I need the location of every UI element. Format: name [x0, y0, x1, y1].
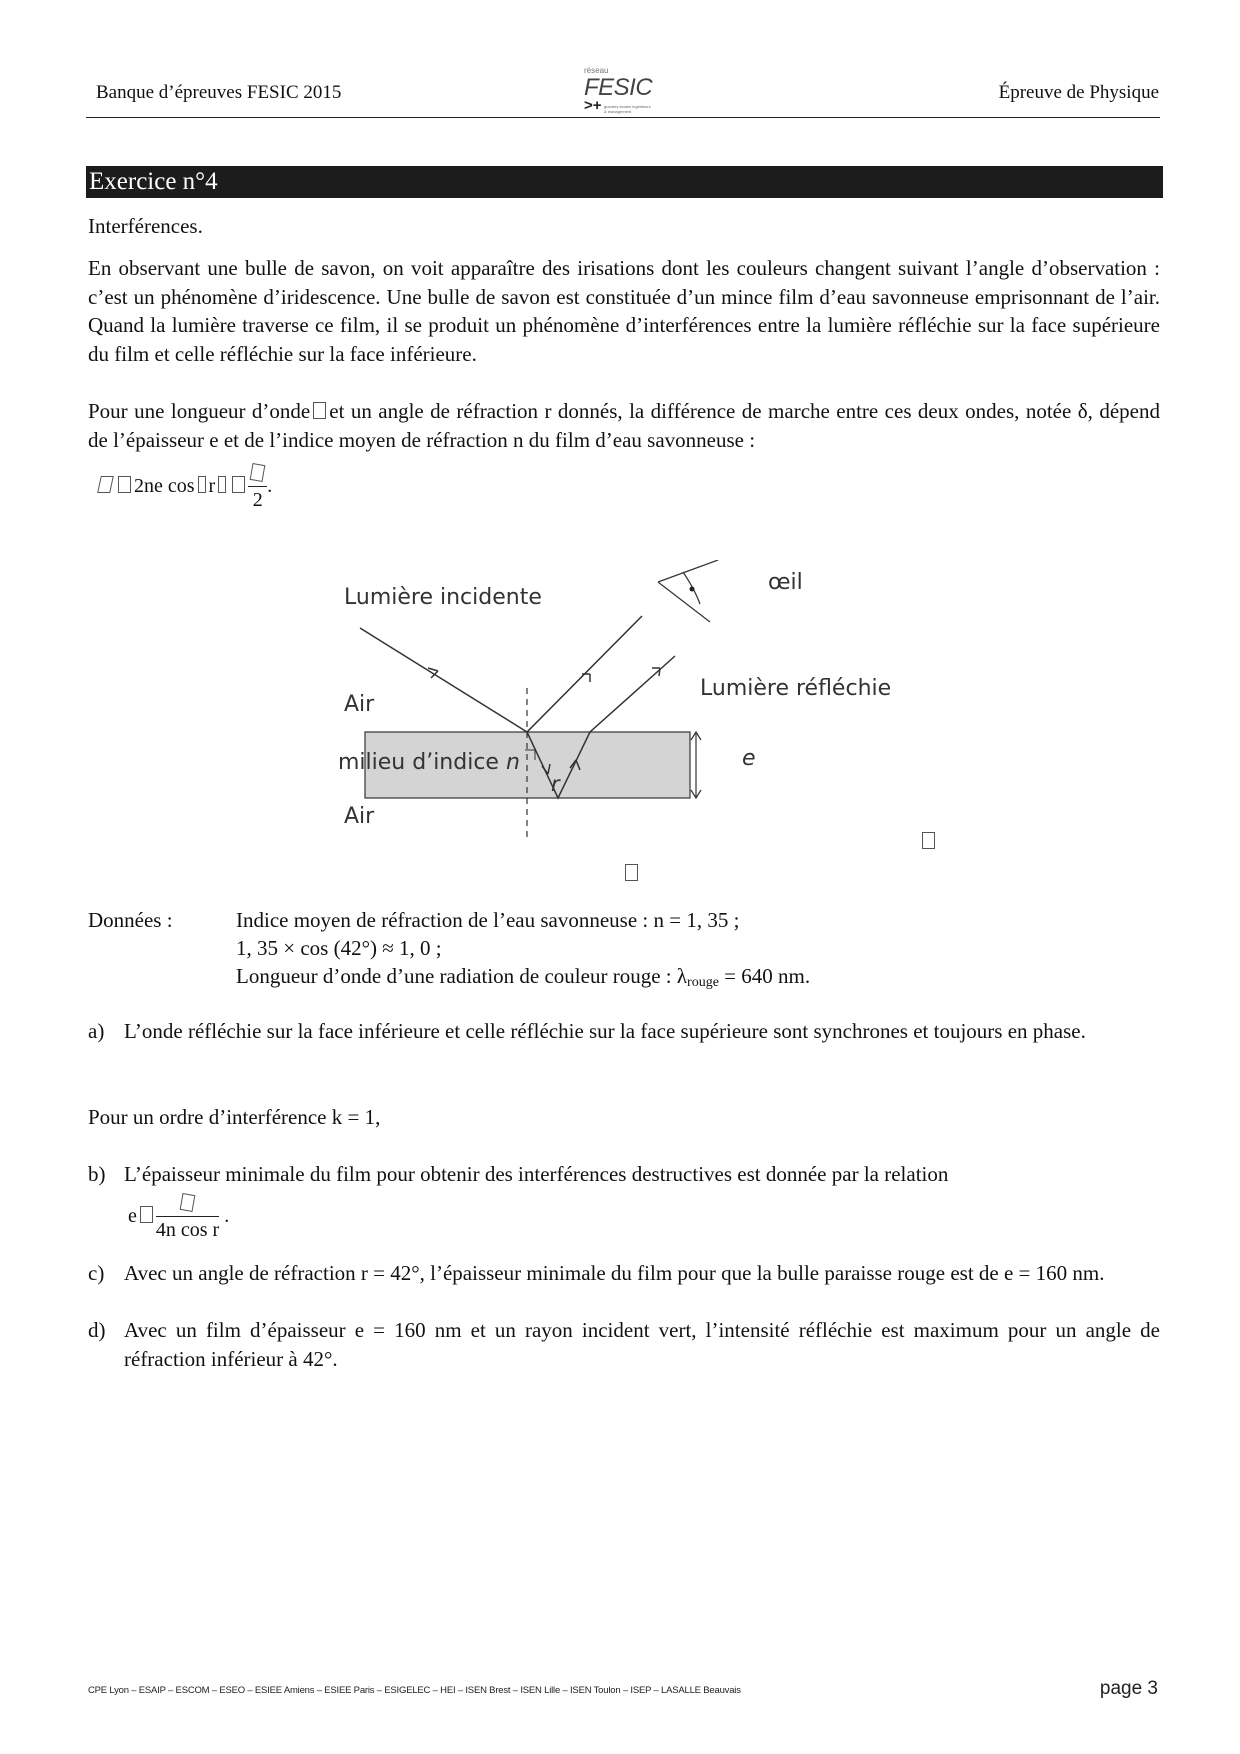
logo-name: FESIC — [584, 74, 653, 101]
paragraph2-end: et un angle de réfraction r donnés, la différence de marche entre ces deux ondes, notée δ, dépend de l’épaisseur e et de l’indice moyen de réfraction n du film d’eau savonneuse : — [88, 399, 1160, 452]
label-angle: r — [551, 772, 560, 796]
donnees-line3-value: = 640 nm. — [718, 964, 811, 988]
paren-placeholder-icon — [198, 476, 206, 493]
fesic-logo — [580, 66, 680, 118]
thickness-formula-denominator: 4n cos r — [155, 1219, 220, 1241]
question-c — [88, 1259, 1160, 1288]
delta-formula: 2ne cos r 2 . — [96, 462, 272, 513]
formula-lhs: 2ne cos — [134, 475, 195, 498]
question-b-label: b) — [88, 1162, 106, 1186]
placeholder-glyph-icon — [922, 832, 935, 849]
donnees-line3-text: Longueur d’onde d’une radiation de couleur rouge : λ — [236, 964, 688, 988]
label-medium-text: milieu d’indice — [338, 750, 506, 775]
label-thickness: e — [742, 746, 756, 771]
interlude: Pour un ordre d’interférence k = 1, — [88, 1105, 381, 1129]
header-right: Épreuve de Physique — [998, 82, 1159, 103]
question-b-text: L’épaisseur minimale du film pour obtenir des interférences destructives est donnée par la relation — [124, 1162, 949, 1186]
exercise-subject: Interférences. — [88, 214, 203, 238]
lambda-placeholder-icon — [313, 402, 326, 419]
formula-denominator: 2 — [252, 489, 263, 511]
footer-page: page 3 — [1099, 1678, 1158, 1699]
lambda-placeholder-icon — [180, 1193, 196, 1212]
placeholder-glyph-icon — [625, 864, 638, 881]
logo-tag: réseau — [584, 66, 609, 75]
footer-schools: CPE Lyon – ESAIP – ESCOM – ESEO – ESIEE Amiens – ESIEE Paris – ESIGELEC – HEI – ISEN Brest – ISEN Lille – ISEN Toulon – ISEP – LASALLE Beauvais — [88, 1685, 741, 1696]
label-reflected: Lumière réfléchie — [700, 676, 892, 701]
equals-placeholder-icon — [118, 476, 131, 493]
label-eye: œil — [768, 570, 803, 595]
lambda-placeholder-icon — [250, 463, 266, 482]
question-d — [88, 1316, 1160, 1373]
question-c-text: Avec un angle de réfraction r = 42°, l’épaisseur minimale du film pour que la bulle paraisse rouge est de e = 160 nm. — [124, 1261, 1105, 1285]
question-c-label: c) — [88, 1261, 105, 1285]
intro-paragraph: En observant une bulle de savon, on voit apparaître des irisations dont les couleurs changent suivant l’angle d’observation : c’est un phénomène d’iridescence. Une bulle de savon est constituée d’un mince film d’eau savonneuse emprisonnant de l’air. Quand la lumière traverse ce film, il se produit un phénomène d’interférences entre la lumière réfléchie sur la face supérieure du film et celle réfléchie sur la face inférieure. — [88, 256, 1160, 366]
thickness-formula-lhs: e — [128, 1205, 137, 1228]
question-a-text: L’onde réfléchie sur la face inférieure et celle réfléchie sur la face supérieure sont synchrones et toujours en phase. — [124, 1019, 1086, 1043]
question-d-label: d) — [88, 1318, 106, 1342]
delta-placeholder-icon — [97, 476, 114, 493]
donnees-line1: Indice moyen de réfraction de l’eau savonneuse : n = 1, 35 ; — [236, 908, 740, 932]
label-medium-n: n — [505, 750, 520, 775]
exercise-title: Exercice n°4 — [86, 166, 1163, 198]
question-a — [88, 1017, 1160, 1046]
paren-placeholder-icon — [218, 476, 226, 493]
header-rule — [86, 117, 1160, 118]
donnees-label: Données : — [88, 908, 173, 932]
thickness-formula: e 4n cos r . — [128, 1192, 229, 1243]
label-air-top: Air — [344, 692, 375, 717]
reflected-ray-top — [360, 616, 642, 732]
label-incident: Lumière incidente — [344, 585, 542, 610]
formula-r: r — [208, 475, 216, 498]
equals-placeholder-icon — [140, 1206, 153, 1223]
plus-placeholder-icon — [232, 476, 245, 493]
donnees-line3-sub: rouge — [687, 975, 719, 990]
donnees-line2: 1, 35 × cos (42°) ≈ 1, 0 ; — [236, 936, 442, 960]
question-a-label: a) — [88, 1019, 105, 1043]
question-b — [88, 1160, 1160, 1189]
logo-tagline: grandes écoles ingénieurs & management — [604, 104, 651, 114]
label-medium — [338, 750, 520, 775]
donnees-line3 — [236, 962, 1136, 998]
definition-paragraph — [88, 397, 1160, 454]
header-left: Banque d’épreuves FESIC 2015 — [96, 82, 342, 103]
question-d-text: Avec un film d’épaisseur e = 160 nm et un rayon incident vert, l’intensité réfléchie est maximum pour un angle de réfraction inférieur à 42°. — [124, 1318, 1160, 1371]
logo-symbol: >+ — [584, 97, 602, 114]
label-air-bottom: Air — [344, 804, 375, 829]
eye-pupil-icon — [690, 587, 695, 592]
paragraph2-start: Pour une longueur d’onde — [88, 399, 311, 423]
eye-lid-bottom — [658, 582, 710, 622]
